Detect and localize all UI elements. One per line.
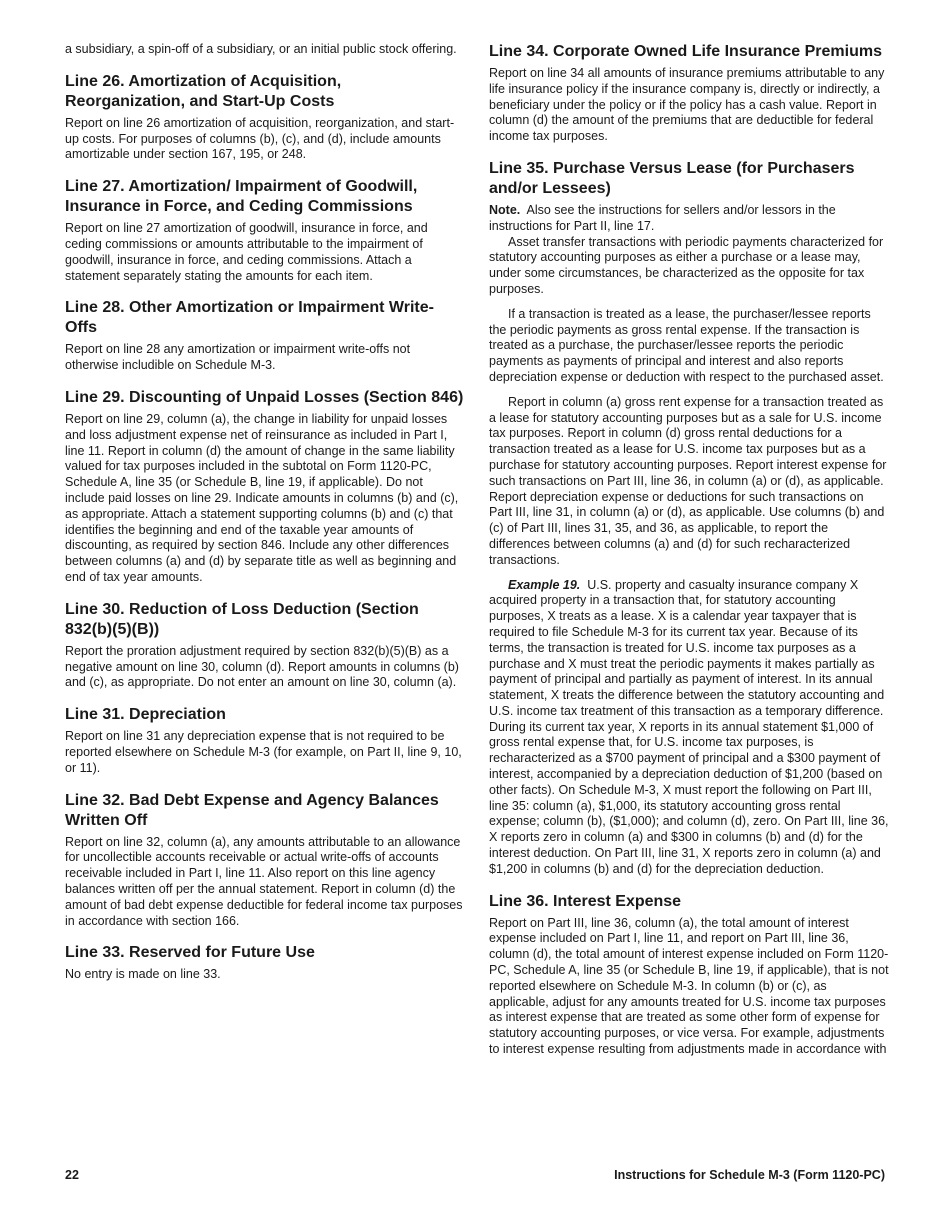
line36-body: Report on Part III, line 36, column (a), the total amount of interest expense included on Part I, line 11, and report on Part III, line 36, column (d), the total amount of interest expense included on Form 1120-PC, Schedule A, line 35 (or Schedule B, line 19, if applicable), that is not reported elsewhere on Schedule M-3. In column (b) or (c), as applicable, adjust for any amounts treated for U.S. income tax purposes as interest expense that are treated as some other form of expense for statutory accounting purposes, or vice versa. For example, adjustments to interest expense resulting from adjustments made in accordance with <box>489 915 889 1057</box>
line32-heading: Line 32. Bad Debt Expense and Agency Balances Written Off <box>65 791 439 829</box>
line28-body: Report on line 28 any amortization or impairment write-offs not otherwise includible on Schedule M-3. <box>65 342 411 373</box>
line34-body: Report on line 34 all amounts of insurance premiums attributable to any life insurance policy if the insurance company is, directly or indirectly, a beneficiary under the policy or if the policy has a cash value. Report in column (d) the amount of the premiums that are deductible for federal income tax purposes. <box>489 66 885 144</box>
note-text: Also see the instructions for sellers and/or lessors in the instructions for Part II, line 17. <box>489 202 836 233</box>
line31-body: Report on line 31 any depreciation expense that is not required to be reported elsewhere on Schedule M-3 (for example, on Part II, line 9, 10, or 11). <box>65 729 462 775</box>
line27-body: Report on line 27 amortization of goodwill, insurance in force, and ceding commissions or amounts attributable to the impairment of goodwill, insurance in force, and ceding commissions. Attach a statement separately stating the amounts for each item. <box>65 221 428 283</box>
line26-body: Report on line 26 amortization of acquisition, reorganization, and start-up costs. For purposes of columns (b), (c), and (d), include amounts amortizable under section 167, 195, or 248. <box>65 115 455 162</box>
document-title: Instructions for Schedule M-3 (Form 1120-PC) <box>614 1168 885 1182</box>
line26-heading: Line 26. Amortization of Acquisition, Reorganization, and Start-Up Costs <box>65 72 342 110</box>
note-label: Note. <box>489 202 521 217</box>
line33-heading: Line 33. Reserved for Future Use <box>65 944 315 962</box>
line33-body: No entry is made on line 33. <box>65 967 221 982</box>
line30-body: Report the proration adjustment required by section 832(b)(5)(B) as a negative amount on line 30, column (d). Report amounts in columns (b) and (c), as appropriate. Do not enter an amount on line 30, column (a). <box>65 643 459 690</box>
example-19 <box>489 578 889 878</box>
line29-heading: Line 29. Discounting of Unpaid Losses (Section 846) <box>65 388 464 406</box>
line35-para1: Asset transfer transactions with periodic payments characterized for statutory accounting purposes as either a purchase or a lease may, under some circumstances, be characterized as the opposite for tax purposes. <box>489 234 884 296</box>
right-column <box>489 42 889 1058</box>
line35-para3: Report in column (a) gross rent expense for a transaction treated as a lease for statutory accounting purposes but as a sale for U.S. income tax purposes. Report in column (d) gross rental deductions for a transaction treated as a lease for U.S. income tax purposes but as a purchase for statutory accounting purposes. Report interest expense for such transactions on Part III, line 36, in column (a) or (d), as applicable. Report depreciation expense or deductions for such transactions on Part III, line 31, in column (a) or (d), as applicable. Use columns (b) and (c) of Part III, lines 31, 35, and 36, as applicable, to report the differences between columns (a) and (d) for such recharacterized transactions. <box>489 394 887 567</box>
line29-body: Report on line 29, column (a), the change in liability for unpaid losses and loss adjustment expense net of reinsurance as included in Part I, line 11. Report in column (d) the amount of change in the same liability valued for tax purposes included in the subtotal on Form 1120-PC, Schedule A, line 35 (or Schedule B, line 19, if applicable). Do not include paid losses on line 29. Indicate amounts in columns (b) and (c), as appropriate. Attach a statement supporting columns (b) and (c) that identifies the beginning and end of the taxable year amounts of discounting, as required by section 846. Include any other differences between columns (a) and (d) by separate title as well as beginning and end of tax year amounts. <box>65 411 459 584</box>
line36-heading: Line 36. Interest Expense <box>489 892 682 910</box>
left-column <box>65 42 465 983</box>
line32-body: Report on line 32, column (a), any amounts attributable to an allowance for uncollectible accounts receivable or actual write-offs of accounts receivable included in Part I, line 11. Also report on this line agency balances written off per the annual statement. Report in column (d) the amount of bad debt expense deductible for federal income tax purposes in accordance with section 166. <box>65 834 463 928</box>
line27-heading: Line 27. Amortization/ Impairment of Goodwill, Insurance in Force, and Ceding Commissions <box>65 178 418 216</box>
line35-heading: Line 35. Purchase Versus Lease (for Purchasers and/or Lessees) <box>489 159 855 197</box>
page-number: 22 <box>65 1168 79 1182</box>
line30-heading: Line 30. Reduction of Loss Deduction (Section 832(b)(5)(B)) <box>65 600 419 638</box>
line28-heading: Line 28. Other Amortization or Impairment Write-Offs <box>65 299 434 337</box>
line34-heading: Line 34. Corporate Owned Life Insurance Premiums <box>489 43 882 60</box>
example-label: Example 19. <box>508 577 581 592</box>
line31-heading: Line 31. Depreciation <box>65 706 226 724</box>
line35-note <box>489 203 889 235</box>
example-text: U.S. property and casualty insurance company X acquired property in a transaction that, for statutory accounting purposes, X treats as a lease. X is a calendar year taxpayer that is required to file Schedule M-3 for its current tax year. Because of its terms, the transaction is treated for U.S. income tax purposes as a purchase and X must treat the periodic payments it makes partially as payment of principal and partially as payment of interest. In its annual statement, X treats the difference between the statutory accounting and U.S. income tax treatment of this transaction as a temporary difference. During its current tax year, X reports in its annual statement $1,000 of gross rental expense that, for U.S. income tax purposes, is recharacterized as a $700 payment of principal and a $300 payment of interest, accompanied by a depreciation deduction of $1,200 (based on other facts). On Schedule M-3, X must report the following on Part III, line 35: column (a), $1,000, its statutory accounting gross rental expense; column (b), ($1,000); and column (d), zero. On Part III, line 36, X reports zero in column (a) and $300 in columns (b) and (d) for the interest deduction. On Part III, line 31, X reports zero in column (a) and $1,200 in columns (b) and (d) for the depreciation deduction. <box>489 577 889 876</box>
intro-continuation: a subsidiary, a spin-off of a subsidiary, or an initial public stock offering. <box>65 42 457 56</box>
line35-para2: If a transaction is treated as a lease, the purchaser/lessee reports the periodic payments as gross rental expense. If the transaction is treated as a purchase, the purchaser/lessee reports the periodic payments as payments of principal and interest and also reports depreciation expense or deduction with respect to the purchased asset. <box>489 306 884 384</box>
